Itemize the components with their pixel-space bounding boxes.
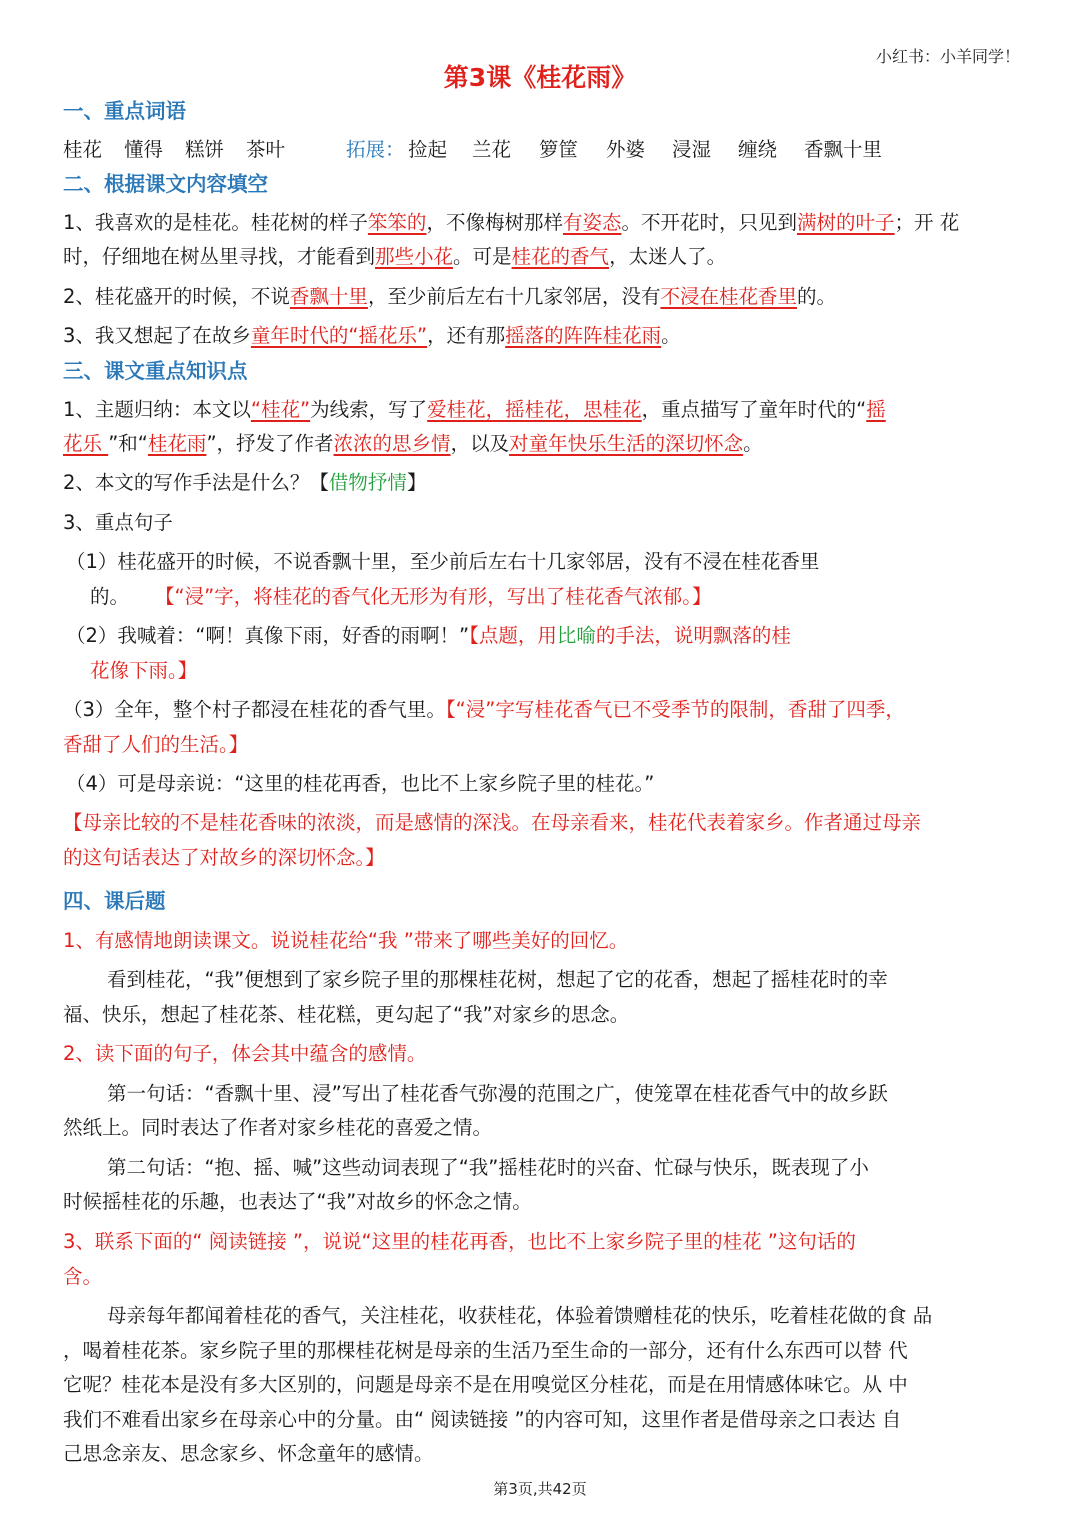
page-footer: 第3页,共42页	[493, 1480, 587, 1498]
answer: 满树的叶子	[796, 211, 895, 234]
ext-word: 香飘十里	[804, 138, 883, 161]
answer: 童年时代的“摇花乐”	[250, 324, 428, 347]
word: 糕饼	[185, 138, 225, 161]
ext-word: 兰花	[472, 138, 512, 161]
question-2: 2、读下面的句子，体会其中蕴含的感情。	[63, 1042, 427, 1065]
text: ，不像梅树那样	[426, 211, 563, 234]
theme-line1	[63, 397, 886, 423]
text: ”，抒发了作者	[206, 432, 334, 455]
text: 2、桂花盛开的时候，不说	[63, 285, 290, 308]
answer-3-line3: 它呢？桂花本是没有多大区别的，问题是母亲不是在用嗅觉区分桂花，而是在用情感体味它。从 中	[63, 1373, 908, 1396]
theme-line2	[63, 431, 763, 457]
text: （3）全年，整个村子都浸在桂花的香气里。	[63, 698, 446, 721]
answer: 那些小花	[375, 245, 454, 268]
text: 2、本文的写作手法是什么？【	[63, 471, 329, 494]
question-1: 1、有感情地朗读课文。说说桂花给“我 ”带来了哪些美好的回忆。	[63, 929, 629, 952]
fill-q3	[63, 323, 681, 349]
answer: 借物抒情	[328, 471, 407, 494]
text: 。可是	[453, 245, 512, 268]
answer-2a-line1: 第一句话：“香飘十里、浸”写出了桂花香气弥漫的范围之广，使笼罩在桂花香气中的故乡跃	[107, 1082, 888, 1105]
answer: 有姿态	[562, 211, 622, 234]
word: 茶叶	[246, 138, 286, 161]
note: 【“浸”字写桂花香气已不受季节的限制，香甜了四季，	[445, 698, 905, 721]
answer: 摇落的阵阵桂花雨	[505, 324, 662, 347]
answer: 笨笨的	[367, 211, 427, 234]
section-heading-2: 二、根据课文内容填空	[63, 172, 268, 196]
text: 的。	[796, 285, 836, 308]
text: ，太迷人了。	[609, 245, 727, 268]
section-heading-4: 四、课后题	[63, 889, 166, 913]
answer: 不浸在桂花香里	[660, 285, 797, 308]
text: ，还有那	[427, 324, 506, 347]
text: （2）我喊着：“啊！真像下雨，好香的雨啊！”	[66, 624, 470, 647]
sentence-4-note-2: 的这句话表达了对故乡的深切怀念。】	[63, 846, 385, 869]
fill-q1-line2	[63, 244, 726, 270]
section-heading-3: 三、课文重点知识点	[63, 359, 248, 383]
page-title: 第3课《桂花雨》	[443, 63, 637, 92]
ext-word: 外婆	[606, 138, 646, 161]
sentence-2-note: 花像下雨。】	[90, 659, 198, 682]
question-3-line2: 含。	[63, 1265, 103, 1288]
text: 3、我又想起了在故乡	[63, 324, 251, 347]
text: ”和“	[108, 432, 148, 455]
ext-word: 箩筐	[539, 138, 579, 161]
answer-1-line2: 福、快乐，想起了桂花茶、桂花糕，更勾起了“我”对家乡的思念。	[63, 1003, 630, 1026]
answer-3-line4: 我们不难看出家乡在母亲心中的分量。由“ 阅读链接 ”的内容可知，这里作者是借母亲之口表达 自	[63, 1408, 902, 1431]
sentence-1: （1）桂花盛开的时候，不说香飘十里，至少前后左右十几家邻居，没有不浸在桂花香里	[66, 550, 820, 573]
note: 的手法，说明飘落的桂	[595, 624, 791, 647]
extension-label: 拓展：	[346, 138, 405, 161]
ext-word: 缠绕	[738, 138, 778, 161]
text: 1、主题归纳：本文以	[63, 398, 251, 421]
text: 的。	[90, 585, 130, 608]
word: 桂花	[63, 138, 103, 161]
section-heading-1: 一、重点词语	[63, 99, 186, 123]
answer-2a-line2: 然纸上。同时表达了作者对家乡桂花的喜爱之情。	[63, 1116, 493, 1139]
answer: 浓浓的思乡情	[333, 432, 451, 455]
sentence-3-note: 香甜了人们的生活。】	[63, 733, 249, 756]
answer-2b-line1: 第二句话：“抱、摇、喊”这些动词表现了“我”摇桂花时的兴奋、忙碌与快乐，既表现了小	[107, 1156, 869, 1179]
text: 时，仔细地在树丛里寻找，才能看到	[63, 245, 376, 268]
key-sentences-label: 3、重点句子	[63, 511, 173, 534]
watermark: 小红书：小羊同学！	[875, 47, 1020, 66]
answer: “桂花”	[250, 398, 311, 421]
key-words-line	[63, 137, 882, 163]
fill-q1-line1	[63, 210, 959, 236]
answer: 桂花的香气	[511, 245, 610, 268]
note: 【“浸”字，将桂花的香气化无形为有形，写出了桂花香气浓郁。】	[155, 585, 712, 608]
sentence-4-note-1: 【母亲比较的不是桂花香味的浓淡，而是感情的深浅。在母亲看来，桂花代表着家乡。作者通过母亲	[63, 811, 922, 834]
answer: 爱桂花，摇桂花，思桂花	[427, 398, 642, 421]
text: 】	[406, 471, 427, 494]
fill-q2	[63, 284, 836, 310]
text: ，重点描写了童年时代的“	[641, 398, 867, 421]
question-3-line1: 3、联系下面的“ 阅读链接 ”，说说“这里的桂花再香，也比不上家乡院子里的桂花 ”这句话的	[63, 1230, 856, 1253]
sentence-2	[66, 623, 791, 649]
answer-3-line2: ，喝着桂花茶。家乡院子里的那棵桂花树是母亲的生活乃至生命的一部分，还有什么东西可以替 代	[63, 1339, 908, 1362]
answer-3-line1: 母亲每年都闻着桂花的香气，关注桂花，收获桂花，体验着馈赠桂花的快乐，吃着桂花做的食 品	[107, 1304, 933, 1327]
text: 为线索，写了	[310, 398, 428, 421]
answer: 对童年快乐生活的深切怀念	[509, 432, 744, 455]
sentence-1-note	[90, 584, 711, 610]
answer: 香飘十里	[289, 285, 368, 308]
ext-word: 浸湿	[672, 138, 712, 161]
text: ；开 花	[894, 211, 960, 234]
text: 。不开花时，只见到	[621, 211, 797, 234]
sentence-3	[63, 697, 905, 723]
ext-word: 捡起	[408, 138, 448, 161]
text: 。	[661, 324, 681, 347]
technique-line	[63, 470, 426, 496]
text: ，以及	[450, 432, 510, 455]
note: 比喻	[556, 624, 596, 647]
answer-1-line1: 看到桂花，“我”便想到了家乡院子里的那棵桂花树，想起了它的花香，想起了摇桂花时的幸	[107, 968, 888, 991]
text: 。	[743, 432, 763, 455]
answer: 桂花雨	[147, 432, 207, 455]
answer: 花乐	[63, 432, 109, 455]
answer: 摇	[866, 398, 886, 421]
note: 【点题，用	[469, 624, 557, 647]
sentence-4: （4）可是母亲说：“这里的桂花再香，也比不上家乡院子里的桂花。”	[66, 772, 655, 795]
text: 1、我喜欢的是桂花。桂花树的样子	[63, 211, 368, 234]
answer-3-line5: 己思念亲友、思念家乡、怀念童年的感情。	[63, 1442, 434, 1465]
text: ，至少前后左右十几家邻居，没有	[367, 285, 661, 308]
answer-2b-line2: 时候摇桂花的乐趣，也表达了“我”对故乡的怀念之情。	[63, 1190, 532, 1213]
word: 懂得	[124, 138, 164, 161]
